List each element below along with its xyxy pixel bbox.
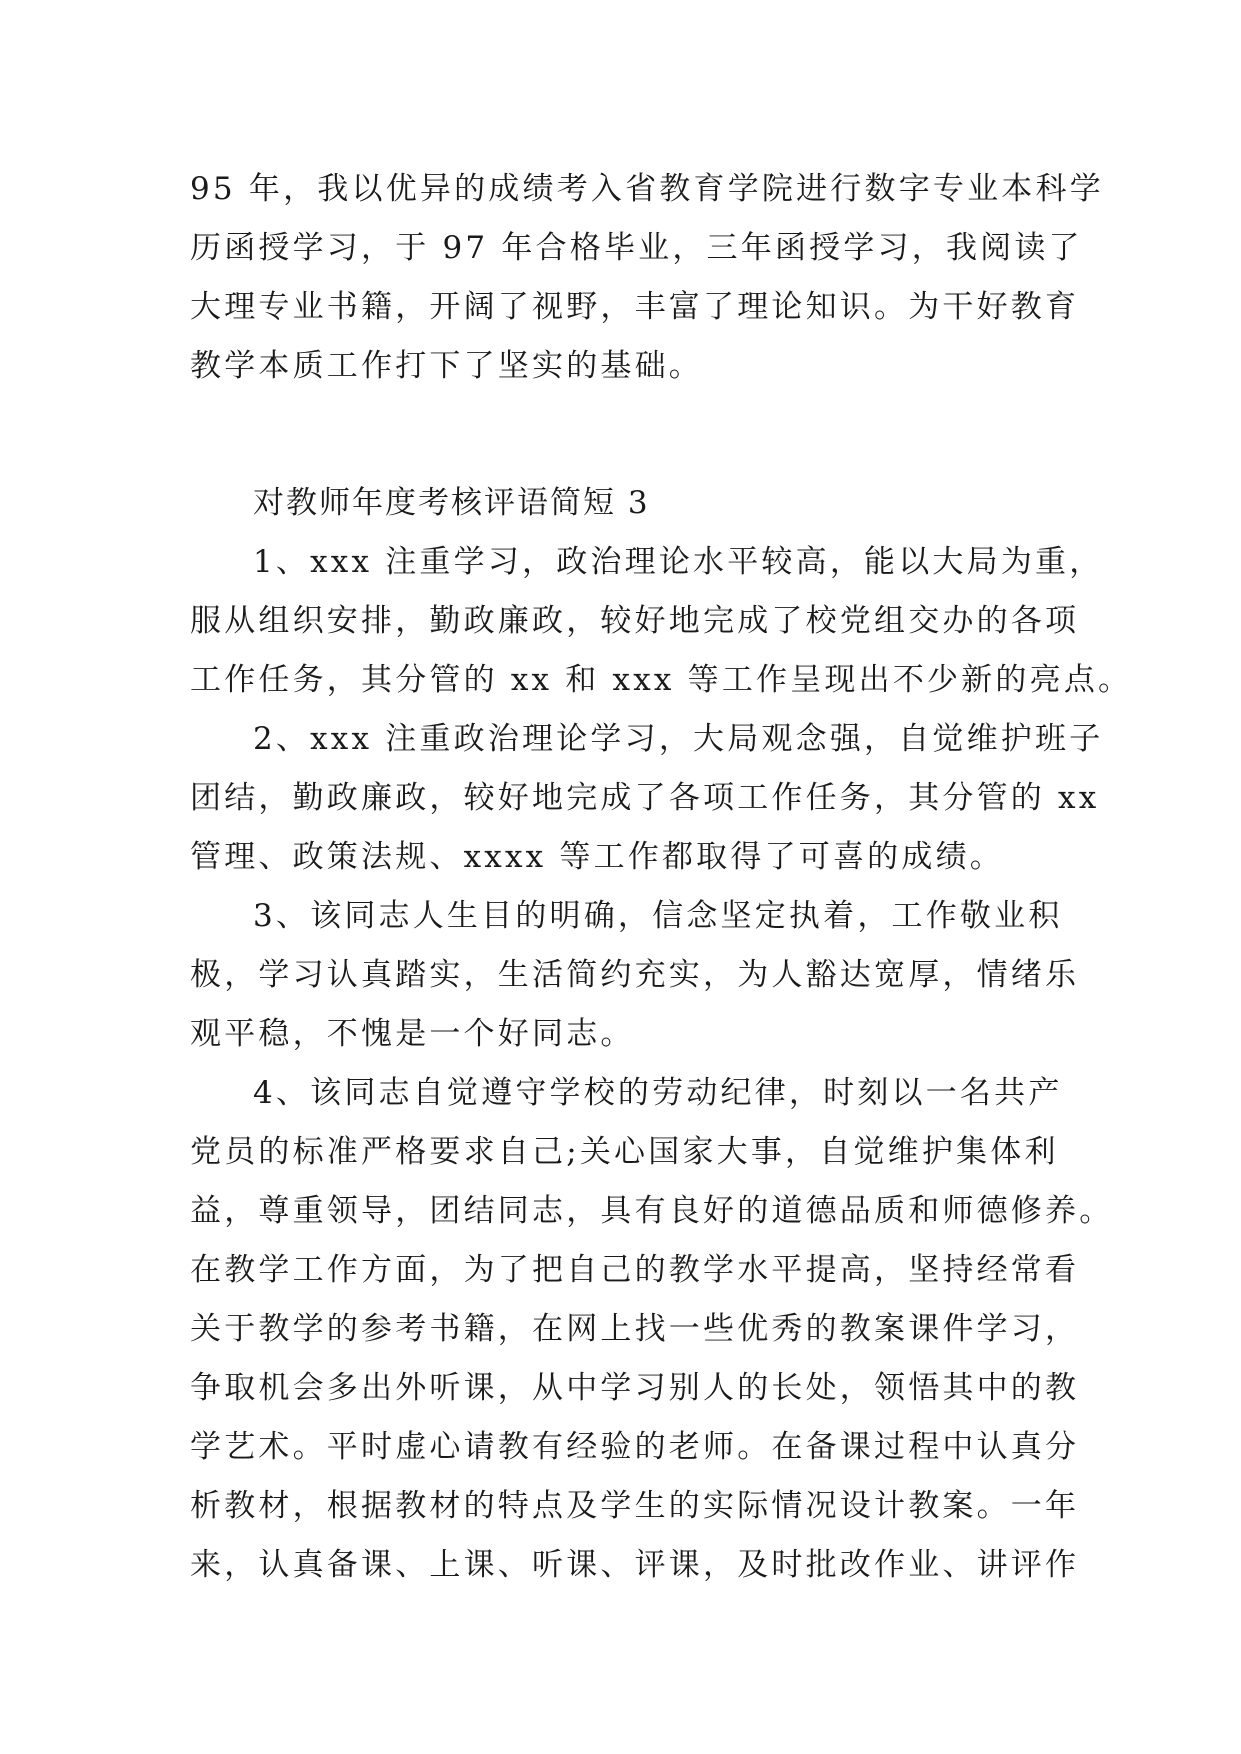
text-line: 在教学工作方面，为了把自己的教学水平提高，坚持经常看: [190, 1252, 1080, 1288]
paragraph-item-4: [190, 1064, 1114, 1595]
text-line: 教学本质工作打下了坚实的基础。: [190, 348, 703, 384]
text-line: 2、xxx 注重政治理论学习，大局观念强，自觉维护班子: [253, 721, 1104, 757]
text-line: 服从组织安排，勤政廉政，较好地完成了校党组交办的各项: [190, 603, 1080, 639]
document-page: [190, 160, 1133, 1595]
text-line: 管理、政策法规、xxxx 等工作都取得了可喜的成绩。: [190, 839, 1004, 875]
text-line: 极，学习认真踏实，生活简约充实，为人豁达宽厚，情绪乐: [190, 957, 1080, 993]
text-line: 3、该同志人生目的明确，信念坚定执着，工作敬业积: [253, 898, 1063, 934]
text-line: 95 年，我以优异的成绩考入省教育学院进行数字专业本科学: [190, 171, 1104, 207]
text-line: 学艺术。平时虚心请教有经验的老师。在备课过程中认真分: [190, 1429, 1080, 1465]
text-line: 4、该同志自觉遵守学校的劳动纪律，时刻以一名共产: [253, 1075, 1063, 1111]
paragraph-gap: [190, 396, 1060, 474]
paragraph-item-2: [190, 710, 1104, 887]
text-line: 工作任务，其分管的 xx 和 xxx 等工作呈现出不少新的亮点。: [190, 662, 1133, 698]
paragraph-intro: [190, 160, 1104, 396]
paragraph-item-3: [190, 887, 1080, 1064]
text-line: 历函授学习，于 97 年合格毕业，三年函授学习，我阅读了: [190, 230, 1083, 266]
text-line: 益，尊重领导，团结同志，具有良好的道德品质和师德修养。: [190, 1193, 1114, 1229]
text-line: 争取机会多出外听课，从中学习别人的长处，领悟其中的教: [190, 1370, 1080, 1406]
text-line: 大理专业书籍，开阔了视野，丰富了理论知识。为干好教育: [190, 289, 1080, 325]
text-line: 析教材，根据教材的特点及学生的实际情况设计教案。一年: [190, 1488, 1080, 1524]
text-line: 关于教学的参考书籍，在网上找一些优秀的教案课件学习，: [190, 1311, 1080, 1347]
text-line: 团结，勤政廉政，较好地完成了各项工作任务，其分管的 xx: [190, 780, 1100, 816]
text-line: 党员的标准严格要求自己;关心国家大事，自觉维护集体利: [190, 1134, 1059, 1170]
section-heading: 对教师年度考核评语简短 3: [253, 485, 650, 521]
paragraph-item-1: [190, 533, 1133, 710]
text-line: 来，认真备课、上课、听课、评课，及时批改作业、讲评作: [190, 1547, 1080, 1583]
text-line: 1、xxx 注重学习，政治理论水平较高，能以大局为重，: [253, 544, 1104, 580]
text-line: 观平稳，不愧是一个好同志。: [190, 1016, 635, 1052]
